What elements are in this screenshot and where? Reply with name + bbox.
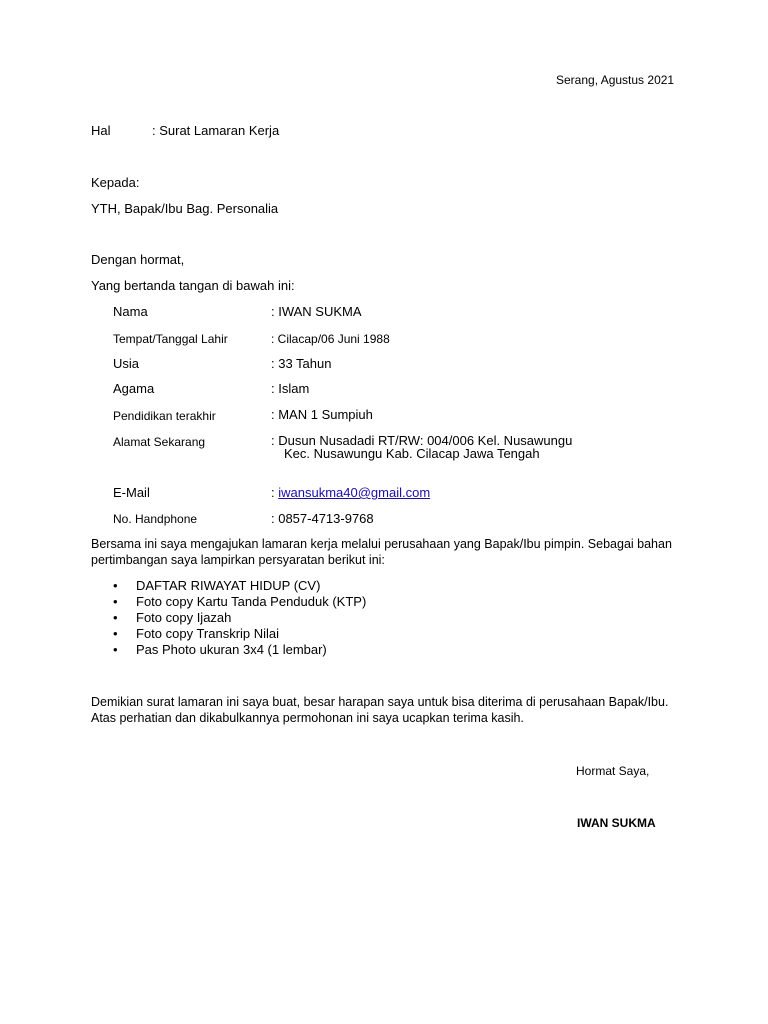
field-label-ttl: Tempat/Tanggal Lahir (113, 332, 228, 346)
field-value-alamat-line2: Kec. Nusawungu Kab. Cilacap Jawa Tengah (284, 446, 540, 461)
list-item-text: Foto copy Kartu Tanda Penduduk (KTP) (136, 594, 367, 609)
field-label-handphone: No. Handphone (113, 512, 198, 526)
email-prefix: : (271, 485, 279, 500)
place-date: Serang, Agustus 2021 (556, 73, 675, 87)
field-label-alamat: Alamat Sekarang (113, 435, 206, 449)
list-item (91, 594, 366, 610)
field-label-email: E-Mail (113, 485, 150, 500)
field-label-pendidikan: Pendidikan terakhir (113, 409, 216, 423)
list-item (91, 642, 366, 658)
field-value-handphone: : 0857-4713-9768 (271, 511, 374, 526)
field-value-nama: : IWAN SUKMA (271, 304, 362, 319)
list-item-text: Foto copy Transkrip Nilai (136, 626, 280, 641)
recipient-to-label: Kepada: (91, 175, 140, 190)
closing-salutation: Hormat Saya, (576, 764, 650, 778)
bullet-icon: • (113, 594, 118, 609)
field-label-usia: Usia (113, 356, 140, 371)
greeting: Dengan hormat, (91, 252, 185, 267)
list-item-text: DAFTAR RIWAYAT HIDUP (CV) (136, 578, 321, 593)
bullet-icon: • (113, 626, 118, 641)
intro-line: Yang bertanda tangan di bawah ini: (91, 278, 295, 293)
bullet-icon: • (113, 578, 118, 593)
list-item-text: Foto copy Ijazah (136, 610, 232, 625)
body-paragraph-2: Demikian surat lamaran ini saya buat, besar harapan saya untuk bisa diterima di perusahaan Bapak/Ibu. Atas perhatian dan dikabulkannya permohonan ini saya ucapkan terima kasih. (91, 695, 669, 725)
field-value-pendidikan: : MAN 1 Sumpiuh (271, 407, 373, 422)
field-value-usia: : 33 Tahun (271, 356, 332, 371)
bullet-icon: • (113, 610, 118, 625)
recipient-name: YTH, Bapak/Ibu Bag. Personalia (91, 201, 279, 216)
list-item (91, 626, 366, 642)
field-value-email (271, 485, 430, 501)
body-paragraph-1: Bersama ini saya mengajukan lamaran kerja melalui perusahaan yang Bapak/Ibu pimpin. Sebagai bahan pertimbangan saya lampirkan persyaratan berikut ini: (91, 537, 672, 567)
list-item-text: Pas Photo ukuran 3x4 (1 lembar) (136, 642, 327, 657)
list-item (91, 578, 366, 594)
email-link[interactable]: iwansukma40@gmail.com (278, 485, 431, 500)
field-value-ttl: : Cilacap/06 Juni 1988 (271, 332, 390, 346)
subject-label: Hal (91, 123, 111, 138)
signer-name: IWAN SUKMA (577, 816, 656, 830)
requirements-list (91, 578, 366, 658)
field-value-agama: : Islam (271, 381, 310, 396)
field-label-nama: Nama (113, 304, 148, 319)
list-item (91, 610, 366, 626)
field-value-alamat: : Dusun Nusadadi RT/RW: 004/006 Kel. Nusawungu (271, 433, 573, 448)
field-label-agama: Agama (113, 381, 155, 396)
bullet-icon: • (113, 642, 118, 657)
subject-value: : Surat Lamaran Kerja (152, 123, 280, 138)
